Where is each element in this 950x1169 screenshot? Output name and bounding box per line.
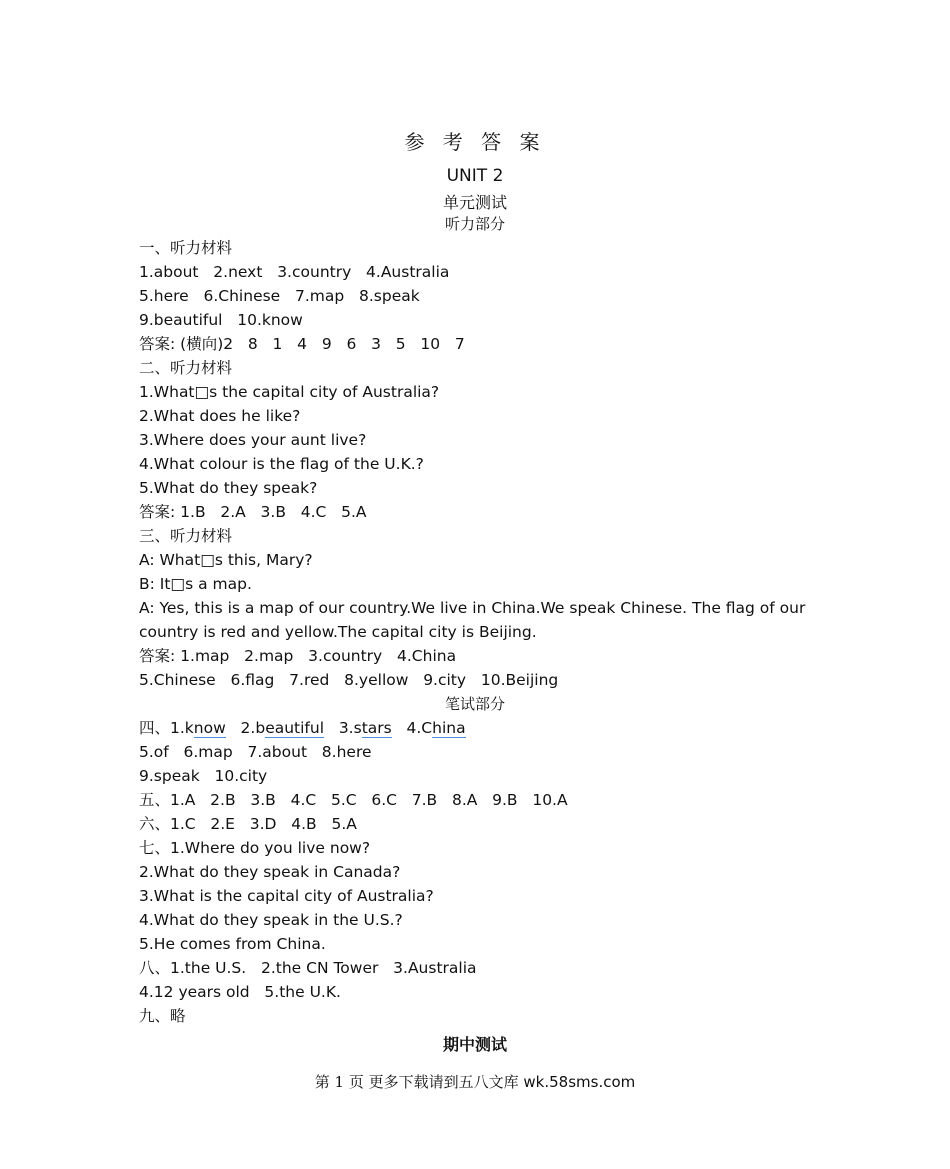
written-section-title: 笔试部分: [444, 695, 505, 713]
answer-line: 9.speak 10.city: [139, 767, 268, 785]
answer-line: 1.about 2.next 3.country 4.Australia: [139, 263, 450, 281]
answer-line: 5.of 6.map 7.about 8.here: [139, 743, 372, 761]
answer-line: 3.What is the capital city of Australia?: [139, 887, 434, 905]
q4-answer-3: 3.s: [338, 719, 362, 737]
answer-line: 八、1.the U.S. 2.the CN Tower 3.Australia: [139, 959, 477, 977]
answer-line: 答案: 1.map 2.map 3.country 4.China: [139, 647, 457, 665]
dialogue-paragraph: A: Yes, this is a map of our country.We live in China.We speak Chinese. The flag of our country is red and yellow.The capital city is Beijing.: [139, 599, 806, 641]
answer-q4-line: [139, 716, 819, 740]
listening-section-title: 听力部分: [444, 215, 505, 233]
answer-line: 5.He comes from China.: [139, 935, 326, 953]
unit-title: UNIT 2: [446, 166, 504, 186]
answer-line: 3.Where does your aunt live?: [139, 431, 367, 449]
q4-answer-2: 2.b: [240, 719, 266, 737]
answer-line: 5.here 6.Chinese 7.map 8.speak: [139, 287, 420, 305]
q4-answer-3-underlined: tars: [361, 719, 392, 737]
answer-lines-c: [139, 740, 819, 1028]
answer-lines-b: [139, 644, 819, 692]
answer-line: 2.What does he like?: [139, 407, 301, 425]
q4-answer-1-underlined: now: [193, 719, 226, 737]
answer-line: 5.Chinese 6.flag 7.red 8.yellow 9.city 10.Beijing: [139, 671, 559, 689]
answer-line: 五、1.A 2.B 3.B 4.C 5.C 6.C 7.B 8.A 9.B 10.A: [139, 791, 568, 809]
answer-line: 九、略: [139, 1007, 186, 1025]
answer-line: 4.What colour is the flag of the U.K.?: [139, 455, 424, 473]
answer-line: 二、听力材料: [139, 359, 233, 377]
page-footer: [0, 1071, 950, 1092]
answer-line: 答案: 1.B 2.A 3.B 4.C 5.A: [139, 503, 367, 521]
section-title: [0, 190, 950, 237]
answer-line: B: It□s a map.: [139, 575, 252, 593]
answer-line: 六、1.C 2.E 3.D 4.B 5.A: [139, 815, 357, 833]
answer-line: 4.12 years old 5.the U.K.: [139, 983, 341, 1001]
q4-answer-1: 1.k: [170, 719, 194, 737]
midterm-title: 期中测试: [442, 1035, 507, 1054]
answer-line: 1.What□s the capital city of Australia?: [139, 383, 440, 401]
document-title: 参 考 答 案: [404, 130, 546, 154]
answer-line: A: What□s this, Mary?: [139, 551, 313, 569]
answer-line: 4.What do they speak in the U.S.?: [139, 911, 403, 929]
footer-page-text: 第 1 页 更多下载请到五八文库: [314, 1073, 519, 1091]
answer-line: 2.What do they speak in Canada?: [139, 863, 401, 881]
footer-site-link[interactable]: wk.58sms.com: [523, 1073, 636, 1091]
answer-line: 七、1.Where do you live now?: [139, 839, 371, 857]
q4-prefix: 四、: [139, 719, 171, 737]
answer-content: [139, 236, 819, 1055]
answer-line: 一、听力材料: [139, 239, 233, 257]
unit-test-title: 单元测试: [442, 193, 507, 212]
answer-line: 9.beautiful 10.know: [139, 311, 303, 329]
answer-line: 答案: (横向)2 8 1 4 9 6 3 5 10 7: [139, 335, 465, 353]
answer-line: 三、听力材料: [139, 527, 233, 545]
q4-answer-2-underlined: eautiful: [265, 719, 325, 737]
answer-line: 5.What do they speak?: [139, 479, 318, 497]
answer-lines-a: [139, 236, 819, 596]
q4-answer-4-underlined: hina: [432, 719, 466, 737]
q4-answer-4: 4.C: [406, 719, 433, 737]
